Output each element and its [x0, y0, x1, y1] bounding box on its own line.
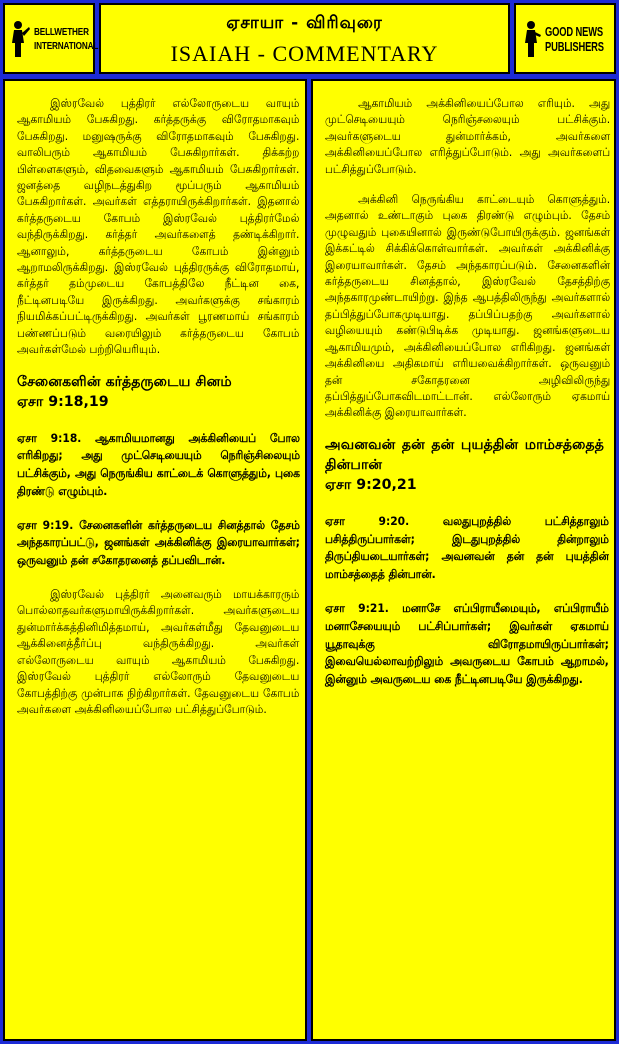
right-verse-2: ஏசா 9:21. மனாசே எப்பிராயீமையும், எப்பிராயீம் மனாசேயையும் பட்சிப்பார்கள்; இவர்கள் ஏகமாய் யூதாவுக்கு விரோதமாயிருப்பார்கள்; இவையெல்லாவற்றிலும் அவருடைய கோபம் ஆறாமல், இன்னும் அவருடைய கை நீட்டினபடியே இருக்கிறது. — [325, 600, 609, 687]
title-tamil: ஏசாயா - விரிவுரை — [226, 13, 383, 33]
right-heading-title: அவனவன் தன் தன் புயத்தின் மாம்சத்தைத் தின்பான் — [325, 436, 604, 473]
bellwether-logo — [3, 3, 99, 74]
right-section-heading — [325, 435, 604, 495]
right-column — [311, 79, 616, 1041]
logo-right-line2: PUBLISHERS — [545, 38, 604, 54]
right-heading-reference: ஏசா 9:20,21 — [325, 476, 417, 493]
right-verse-1: ஏசா 9:20. வலதுபுறத்தில் பட்சித்தாலும் பசித்திருப்பார்கள்; இடதுபுறத்தில் தின்றாலும் திருப்தியடையார்கள்; அவனவன் தன் தன் புயத்தின் மாம்சத்தைத் தின்பான். — [325, 513, 609, 582]
left-paragraph-2: இஸ்ரவேல் புத்திரர் அனைவரும் மாயக்காரரும் பொல்லாதவர்களுமாயிருக்கிறார்கள். அவர்களுடைய துன்மார்க்கத்தினிமித்தமாய், அவர்கள்மீது தேவனுடைய ஆக்கினைத்தீர்ப்பு வந்திருக்கிறது. அவர்கள் எல்லோருடைய வாயும் ஆகாமியம் பேசுகிறது. இஸ்ரவேல் புத்திரர் எல்லோரும் தேவனுடைய கோபத்திற்கு முன்பாக நிற்கிறார்கள். தேவனுடைய கோபம் அவர்களை அக்கினியைப்போல பட்சித்துப்போடும். — [17, 587, 300, 716]
logo-right-line1: GOOD NEWS — [545, 23, 603, 39]
title-banner — [99, 3, 510, 74]
left-paragraph-1: இஸ்ரவேல் புத்திரர் எல்லோருடைய வாயும் ஆகாமியம் பேசுகிறது. கர்த்தருக்கு விரோதமாகவும் பேசுகிறது. மனுஷருக்கு விரோதமாகவும் பேசுகிறது. வாலிபரும் ஆகாமியம் பேசுகிறார்கள். திக்கற்ற பிள்ளைகளும், விதவைகளும் ஆகாமியம் பேசுகிறார்கள். ஜனத்தை வழிநடத்துகிற மூப்பரும் ஆகாமியம் பேசுகிறார்கள். அவர்கள் எத்தராயிருக்கிறார்கள். இதனால் கர்த்தருடைய கோபம் இஸ்ரவேல் புத்திரர்மேல் வந்திருக்கிறது. கர்த்தர் அவர்களைத் தண்டிக்கிறார். ஆனாலும், கர்த்தருடைய கோபம் இன்னும் ஆறாமலிருக்கிறது. இஸ்ரவேல் புத்திரருக்கு விரோதமாய், கர்த்தர் தம்முடைய கோபத்திலே நீட்டின கை, நீட்டினபடியே இருக்கிறது. அவர்களுக்கு சங்காரம் நியமிக்கப்பட்டிருக்கிறது. அவர்கள் பூரணமாய் சங்காரம் பண்ணப்படும் வரையிலும் கர்த்தருடைய கோபம் அவர்கள்மேல் பற்றியெரியும். — [17, 96, 300, 357]
good-news-logo — [514, 3, 616, 74]
left-column — [3, 79, 307, 1041]
logo-left-line2: INTERNATIONAL — [34, 39, 99, 52]
logo-left-line1: BELLWETHER — [34, 25, 89, 38]
left-verse-2: ஏசா 9:19. சேனைகளின் கர்த்தருடைய சினத்தால் தேசம் அந்தகாரப்பட்டு, ஜனங்கள் அக்கினிக்கு இரையாவார்கள்; ஒருவனும் தன் சகோதரனைத் தப்பவிடான். — [17, 517, 300, 568]
right-paragraph-1: ஆகாமியம் அக்கினியைப்போல எரியும். அது முட்செடியையும் நெரிஞ்சலையும் பட்சிக்கும். அவர்களுடைய துன்மார்க்கம், அவர்களை அக்கினியைப்போல எரித்துப்போடும். அது அவர்களைப் பட்சித்துப்போடும். — [325, 96, 611, 176]
bellwether-icon — [9, 19, 31, 59]
title-english: ISAIAH - COMMENTARY — [170, 41, 439, 66]
right-paragraph-2: அக்கினி நெருங்கிய காட்டையும் கொளுத்தும். அதனால் உண்டாகும் புகை திரண்டு எழும்பும். தேசம் முழுவதும் புகையினால் இருண்டுபோயிருக்கும். ஜனங்கள் இக்கட்டில் சிக்கிக்கொள்வார்கள். அவர்கள் அக்கினிக்கு இரையாவார்கள். தேசம் அந்தகாரப்படும். சேனைகளின் கர்த்தருடைய சினத்தால், இஸ்ரவேல் தேசத்திற்கு அந்தகாரமுண்டாயிற்று. இந்த ஆபத்திலிருந்து அவர்களால் தப்பித்துப்போகமுடியாது. தப்பிப்பதற்கு அவர்களால் வழியையும் கண்டுபிடிக்க முடியாது. ஜனங்களுடைய ஆகாமியமும், அக்கினியைப்போல எரிகிறது. ஜனங்கள் அக்கினியை அதிகமாய் எரியவைக்கிறார்கள். ஒருவனும் தன் சகோதரனை அழிவிலிருந்து தப்பித்துப்போகவிடமாட்டான். எல்லோரும் ஏகமாய் அக்கினிக்கு இரையாவார்கள். — [325, 192, 611, 420]
left-heading-title: சேனைகளின் கர்த்தருடைய சினம் — [17, 373, 232, 390]
left-verse-1: ஏசா 9:18. ஆகாமியமானது அக்கினியைப் போல எரிகிறது; அது முட்செடியையும் நெரிஞ்சிலையும் பட்சிக்கும், அது நெருங்கிய காட்டைக் கொளுத்தும், புகை திரண்டு எழும்பும். — [17, 430, 300, 498]
left-heading-reference: ஏசா 9:18,19 — [17, 393, 109, 410]
good-news-icon — [520, 19, 542, 59]
left-section-heading — [17, 372, 295, 412]
